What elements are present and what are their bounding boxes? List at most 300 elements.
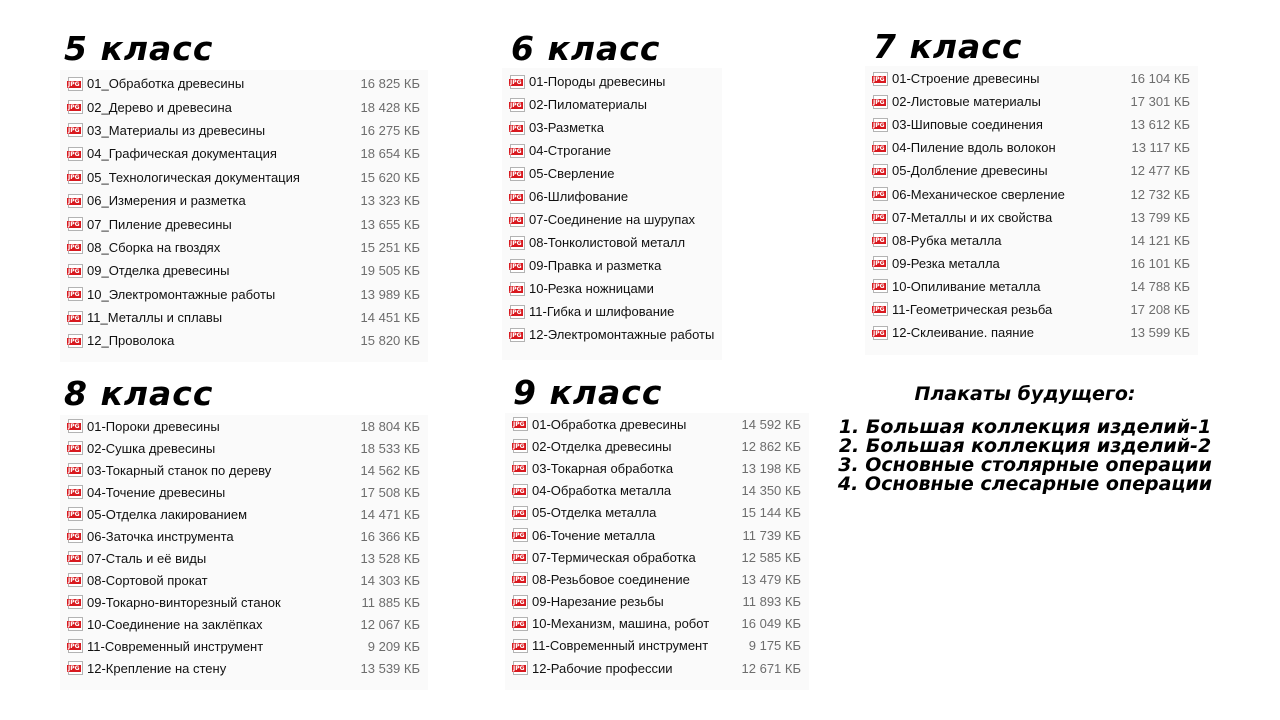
file-row[interactable] — [60, 119, 428, 142]
file-row[interactable] — [60, 259, 428, 282]
file-name: 02_Дерево и древесина — [87, 99, 232, 115]
file-row[interactable] — [505, 546, 809, 568]
jpg-file-icon-label: JPG — [513, 576, 525, 584]
jpg-file-icon — [68, 595, 83, 609]
jpg-file-icon — [510, 98, 525, 112]
file-size: 18 804 КБ — [360, 418, 420, 434]
file-row[interactable] — [60, 236, 428, 259]
jpg-file-icon — [68, 147, 83, 161]
jpg-file-icon — [510, 328, 525, 342]
file-name: 04-Пиление вдоль волокон — [892, 140, 1056, 156]
jpg-file-icon — [68, 194, 83, 208]
file-row[interactable] — [502, 70, 722, 93]
file-size: 16 104 КБ — [1130, 71, 1190, 87]
file-row[interactable] — [60, 95, 428, 118]
file-size: 18 654 КБ — [360, 146, 420, 162]
file-row[interactable] — [865, 321, 1198, 344]
file-name: 11_Металлы и сплавы — [87, 310, 223, 326]
jpg-file-icon — [510, 190, 525, 204]
jpg-file-icon-label: JPG — [873, 306, 885, 314]
file-row[interactable] — [865, 159, 1198, 182]
file-name: 12-Электромонтажные работы — [529, 327, 715, 342]
jpg-file-icon — [68, 617, 83, 631]
jpg-file-icon — [513, 484, 528, 498]
jpg-file-icon-label: JPG — [510, 239, 522, 247]
jpg-file-icon — [68, 240, 83, 254]
jpg-file-icon-label: JPG — [68, 665, 80, 672]
file-name: 09-Нарезание резьбы — [532, 594, 664, 610]
file-name: 06_Измерения и разметка — [87, 193, 246, 209]
jpg-file-icon-label: JPG — [68, 621, 80, 628]
jpg-file-icon — [873, 118, 888, 132]
file-row[interactable] — [60, 503, 428, 525]
jpg-file-icon — [873, 302, 888, 316]
heading-grade-7: 7 класс — [873, 27, 1023, 66]
jpg-file-icon-label: JPG — [68, 445, 80, 452]
jpg-file-icon-label: JPG — [68, 244, 80, 252]
file-name: 08-Тонколистовой металл — [529, 235, 686, 250]
file-name: 02-Пиломатериалы — [529, 97, 647, 112]
file-row[interactable] — [505, 435, 809, 457]
file-row[interactable] — [60, 437, 428, 459]
file-name: 03-Токарная обработка — [532, 460, 674, 476]
jpg-file-icon — [68, 485, 83, 499]
file-size: 15 820 КБ — [360, 333, 420, 349]
file-name: 01_Обработка древесины — [87, 76, 245, 92]
jpg-file-icon — [873, 210, 888, 224]
file-size: 11 885 КБ — [361, 594, 420, 610]
future-poster-item: 1. Большая коллекция изделий-1 — [838, 416, 1212, 438]
file-size: 18 533 КБ — [360, 440, 420, 456]
jpg-file-icon — [873, 256, 888, 270]
jpg-file-icon-label: JPG — [873, 75, 885, 83]
file-size: 17 208 КБ — [1130, 301, 1190, 317]
file-name: 02-Листовые материалы — [892, 94, 1041, 110]
jpg-file-icon-label: JPG — [513, 443, 525, 451]
jpg-file-icon — [510, 259, 525, 273]
file-row[interactable] — [502, 277, 722, 300]
file-row[interactable] — [502, 139, 722, 162]
file-row[interactable] — [60, 415, 428, 437]
file-row[interactable] — [505, 635, 809, 657]
file-name: 02-Сушка древесины — [87, 440, 216, 456]
file-row[interactable] — [60, 459, 428, 481]
jpg-file-icon — [68, 334, 83, 348]
file-size: 14 350 КБ — [741, 483, 801, 499]
file-name: 11-Гибка и шлифование — [529, 304, 675, 319]
jpg-file-icon — [68, 287, 83, 301]
file-row[interactable] — [502, 208, 722, 231]
jpg-file-icon — [513, 528, 528, 542]
file-name: 03-Токарный станок по дереву — [87, 462, 272, 478]
jpg-file-icon — [513, 461, 528, 475]
jpg-file-icon — [510, 144, 525, 158]
file-size: 13 655 КБ — [360, 216, 420, 232]
jpg-file-icon — [68, 264, 83, 278]
file-size: 17 301 КБ — [1130, 94, 1190, 110]
file-list-grade-7 — [865, 66, 1198, 355]
jpg-file-icon-label: JPG — [513, 598, 525, 606]
file-name: 09-Токарно-винторезный станок — [87, 594, 281, 610]
jpg-file-icon-label: JPG — [873, 260, 885, 268]
jpg-file-icon — [68, 419, 83, 433]
jpg-file-icon — [513, 639, 528, 653]
file-list-grade-6 — [502, 68, 722, 360]
jpg-file-icon — [510, 305, 525, 319]
file-size: 16 101 КБ — [1130, 255, 1190, 271]
file-name: 06-Шлифование — [529, 189, 629, 204]
file-name: 01-Породы древесины — [529, 74, 666, 89]
file-size: 14 471 КБ — [360, 506, 420, 522]
file-row[interactable] — [865, 298, 1198, 321]
jpg-file-icon — [513, 439, 528, 453]
file-size: 13 989 КБ — [360, 286, 420, 302]
file-size: 19 505 КБ — [360, 263, 420, 279]
file-list-grade-8 — [60, 415, 428, 690]
file-size: 14 592 КБ — [741, 416, 801, 432]
jpg-file-icon-label: JPG — [510, 308, 522, 316]
file-name: 09-Резка металла — [892, 255, 1000, 271]
jpg-file-icon-label: JPG — [513, 532, 525, 540]
file-row[interactable] — [60, 481, 428, 503]
file-name: 05_Технологическая документация — [87, 169, 300, 185]
jpg-file-icon — [873, 233, 888, 247]
jpg-file-icon — [513, 617, 528, 631]
file-row[interactable] — [60, 189, 428, 212]
jpg-file-icon — [510, 236, 525, 250]
file-size: 12 067 КБ — [360, 616, 420, 632]
file-name: 07-Сталь и её виды — [87, 550, 207, 566]
file-size: 12 585 КБ — [741, 549, 801, 565]
jpg-file-icon — [873, 95, 888, 109]
jpg-file-icon-label: JPG — [513, 465, 525, 473]
file-row[interactable] — [502, 231, 722, 254]
file-name: 08_Сборка на гвоздях — [87, 239, 221, 255]
file-row[interactable] — [505, 502, 809, 524]
file-name: 08-Рубка металла — [892, 232, 1002, 248]
jpg-file-icon-label: JPG — [68, 577, 80, 584]
file-size: 16 825 КБ — [360, 76, 420, 92]
file-row[interactable] — [502, 254, 722, 277]
jpg-file-icon — [513, 506, 528, 520]
jpg-file-icon — [873, 326, 888, 340]
file-name: 05-Долбление древесины — [892, 163, 1048, 179]
file-name: 07_Пиление древесины — [87, 216, 232, 232]
file-row[interactable] — [502, 93, 722, 116]
file-name: 11-Современный инструмент — [87, 638, 264, 654]
file-row[interactable] — [60, 283, 428, 306]
heading-grade-8: 8 класс — [64, 374, 214, 413]
jpg-file-icon-label: JPG — [873, 237, 885, 245]
file-size: 9 175 КБ — [748, 638, 801, 654]
jpg-file-icon-label: JPG — [68, 127, 80, 135]
jpg-file-icon — [510, 213, 525, 227]
jpg-file-icon — [510, 167, 525, 181]
jpg-file-icon — [873, 164, 888, 178]
jpg-file-icon — [68, 123, 83, 137]
future-poster-item: 3. Основные столярные операции — [838, 454, 1212, 476]
jpg-file-icon-label: JPG — [873, 214, 885, 222]
file-size: 18 428 КБ — [360, 99, 420, 115]
file-size: 12 732 КБ — [1130, 186, 1190, 202]
file-name: 07-Соединение на шурупах — [529, 212, 696, 227]
jpg-file-icon — [68, 661, 83, 675]
jpg-file-icon — [510, 121, 525, 135]
file-size: 13 117 КБ — [1131, 140, 1190, 156]
jpg-file-icon-label: JPG — [873, 191, 885, 199]
jpg-file-icon — [68, 170, 83, 184]
jpg-file-icon-label: JPG — [68, 267, 80, 275]
file-size: 15 251 КБ — [360, 239, 420, 255]
file-name: 06-Заточка инструмента — [87, 528, 234, 544]
file-name: 12-Склеивание. паяние — [892, 325, 1034, 341]
jpg-file-icon-label: JPG — [873, 283, 885, 291]
jpg-file-icon — [873, 72, 888, 86]
jpg-file-icon-label: JPG — [510, 124, 522, 132]
file-name: 03-Разметка — [529, 120, 604, 135]
file-size: 14 303 КБ — [360, 572, 420, 588]
file-name: 05-Отделка лакированием — [87, 506, 248, 522]
jpg-file-icon — [873, 141, 888, 155]
jpg-file-icon-label: JPG — [873, 329, 885, 337]
jpg-file-icon-label: JPG — [510, 331, 522, 339]
file-size: 14 121 КБ — [1130, 232, 1190, 248]
file-row[interactable] — [865, 252, 1198, 275]
jpg-file-icon-label: JPG — [68, 423, 80, 430]
file-row[interactable] — [865, 182, 1198, 205]
file-row[interactable] — [502, 116, 722, 139]
file-row[interactable] — [60, 547, 428, 569]
jpg-file-icon-label: JPG — [68, 337, 80, 345]
file-row[interactable] — [60, 613, 428, 635]
file-name: 01-Строение древесины — [892, 71, 1040, 87]
file-row[interactable] — [60, 142, 428, 165]
jpg-file-icon-label: JPG — [68, 643, 80, 650]
file-name: 07-Металлы и их свойства — [892, 209, 1053, 225]
future-poster-item: 4. Основные слесарные операции — [837, 473, 1213, 495]
file-name: 10-Механизм, машина, робот — [532, 616, 710, 632]
file-size: 11 893 КБ — [742, 594, 801, 610]
jpg-file-icon-label: JPG — [68, 467, 80, 474]
file-row[interactable] — [502, 323, 722, 346]
file-name: 05-Сверление — [529, 166, 615, 181]
jpg-file-icon — [68, 441, 83, 455]
jpg-file-icon — [513, 550, 528, 564]
jpg-file-icon-label: JPG — [510, 78, 522, 86]
file-size: 14 562 КБ — [360, 462, 420, 478]
file-name: 04_Графическая документация — [87, 146, 277, 162]
file-name: 07-Термическая обработка — [532, 549, 696, 565]
file-size: 13 528 КБ — [360, 550, 420, 566]
future-posters-title: Плакаты будущего: — [914, 383, 1136, 405]
heading-grade-9: 9 класс — [513, 373, 663, 412]
jpg-file-icon-label: JPG — [513, 665, 525, 673]
file-name: 11-Современный инструмент — [532, 638, 709, 654]
jpg-file-icon — [68, 217, 83, 231]
file-size: 13 612 КБ — [1130, 117, 1190, 133]
jpg-file-icon — [68, 311, 83, 325]
file-row[interactable] — [865, 229, 1198, 252]
jpg-file-icon — [513, 417, 528, 431]
file-size: 14 451 КБ — [360, 310, 420, 326]
file-row[interactable] — [505, 657, 809, 679]
jpg-file-icon-label: JPG — [510, 285, 522, 293]
jpg-file-icon — [68, 573, 83, 587]
file-size: 9 209 КБ — [367, 638, 420, 654]
file-row[interactable] — [60, 525, 428, 547]
jpg-file-icon-label: JPG — [510, 216, 522, 224]
file-name: 01-Обработка древесины — [532, 416, 687, 432]
file-row[interactable] — [60, 657, 428, 679]
jpg-file-icon-label: JPG — [873, 144, 885, 152]
jpg-file-icon-label: JPG — [510, 101, 522, 109]
jpg-file-icon-label: JPG — [873, 167, 885, 175]
file-size: 16 366 КБ — [360, 528, 420, 544]
heading-grade-6: 6 класс — [511, 29, 661, 68]
file-list-grade-5 — [60, 70, 428, 362]
jpg-file-icon — [68, 77, 83, 91]
jpg-file-icon — [513, 661, 528, 675]
file-row[interactable] — [60, 329, 428, 352]
file-name: 09_Отделка древесины — [87, 263, 230, 279]
file-name: 08-Резьбовое соединение — [532, 571, 690, 587]
file-size: 16 049 КБ — [741, 616, 801, 632]
jpg-file-icon-label: JPG — [68, 555, 80, 562]
file-row[interactable] — [60, 306, 428, 329]
jpg-file-icon — [68, 529, 83, 543]
file-name: 05-Отделка металла — [532, 505, 657, 521]
heading-grade-5: 5 класс — [64, 29, 214, 68]
file-name: 01-Пороки древесины — [87, 418, 220, 434]
file-row[interactable] — [60, 635, 428, 657]
file-row[interactable] — [865, 90, 1198, 113]
file-name: 10_Электромонтажные работы — [87, 286, 276, 302]
jpg-file-icon-label: JPG — [510, 170, 522, 178]
file-size: 12 671 КБ — [741, 660, 801, 676]
file-size: 13 539 КБ — [360, 660, 420, 676]
file-name: 04-Точение древесины — [87, 484, 226, 500]
file-name: 04-Обработка металла — [532, 483, 672, 499]
file-name: 12-Рабочие профессии — [532, 660, 673, 676]
jpg-file-icon-label: JPG — [68, 489, 80, 496]
file-name: 11-Геометрическая резьба — [892, 301, 1053, 317]
jpg-file-icon — [68, 639, 83, 653]
jpg-file-icon — [68, 507, 83, 521]
file-row[interactable] — [60, 166, 428, 189]
file-row[interactable] — [865, 113, 1198, 136]
file-name: 09-Правка и разметка — [529, 258, 662, 273]
jpg-file-icon-label: JPG — [68, 150, 80, 158]
file-name: 12-Крепление на стену — [87, 660, 227, 676]
file-row[interactable] — [60, 591, 428, 613]
file-size: 13 479 КБ — [741, 571, 801, 587]
file-size: 15 620 КБ — [360, 169, 420, 185]
file-row[interactable] — [865, 136, 1198, 159]
file-name: 10-Опиливание металла — [892, 278, 1041, 294]
file-size: 13 198 КБ — [741, 460, 801, 476]
jpg-file-icon-label: JPG — [873, 121, 885, 129]
file-name: 03-Шиповые соединения — [892, 117, 1043, 133]
future-poster-item: 2. Большая коллекция изделий-2 — [838, 435, 1212, 457]
file-name: 10-Резка ножницами — [529, 281, 654, 296]
file-name: 06-Механическое сверление — [892, 186, 1065, 202]
file-row[interactable] — [60, 569, 428, 591]
file-size: 11 739 КБ — [742, 527, 801, 543]
file-row[interactable] — [865, 275, 1198, 298]
file-row[interactable] — [502, 162, 722, 185]
jpg-file-icon-label: JPG — [513, 620, 525, 628]
jpg-file-icon — [68, 463, 83, 477]
file-name: 04-Строгание — [529, 143, 611, 158]
file-size: 13 599 КБ — [1130, 325, 1190, 341]
file-row[interactable] — [502, 300, 722, 323]
jpg-file-icon — [510, 75, 525, 89]
file-row[interactable] — [505, 457, 809, 479]
file-size: 13 799 КБ — [1130, 209, 1190, 225]
file-row[interactable] — [865, 206, 1198, 229]
jpg-file-icon-label: JPG — [510, 147, 522, 155]
file-name: 10-Соединение на заклёпках — [87, 616, 263, 632]
file-row[interactable] — [505, 613, 809, 635]
jpg-file-icon-label: JPG — [68, 80, 80, 88]
jpg-file-icon-label: JPG — [510, 193, 522, 201]
file-size: 17 508 КБ — [360, 484, 420, 500]
jpg-file-icon-label: JPG — [68, 511, 80, 518]
jpg-file-icon-label: JPG — [513, 509, 525, 517]
jpg-file-icon-label: JPG — [68, 221, 80, 229]
file-name: 08-Сортовой прокат — [87, 572, 208, 588]
future-posters — [825, 380, 1225, 494]
file-name: 06-Точение металла — [532, 527, 656, 543]
file-row[interactable] — [505, 591, 809, 613]
file-name: 02-Отделка древесины — [532, 438, 672, 454]
jpg-file-icon — [513, 572, 528, 586]
jpg-file-icon — [68, 551, 83, 565]
jpg-file-icon-label: JPG — [513, 487, 525, 495]
file-size: 16 275 КБ — [360, 122, 420, 138]
jpg-file-icon-label: JPG — [513, 554, 525, 562]
file-size: 13 323 КБ — [360, 193, 420, 209]
jpg-file-icon — [873, 187, 888, 201]
jpg-file-icon — [68, 100, 83, 114]
file-size: 12 862 КБ — [741, 438, 801, 454]
file-size: 14 788 КБ — [1130, 278, 1190, 294]
file-row[interactable] — [60, 72, 428, 95]
file-row[interactable] — [505, 413, 809, 435]
jpg-file-icon-label: JPG — [513, 642, 525, 650]
file-row[interactable] — [502, 185, 722, 208]
jpg-file-icon — [873, 279, 888, 293]
file-row[interactable] — [505, 524, 809, 546]
file-list-grade-9 — [505, 413, 809, 690]
jpg-file-icon-label: JPG — [68, 174, 80, 182]
jpg-file-icon-label: JPG — [68, 197, 80, 205]
jpg-file-icon — [510, 282, 525, 296]
jpg-file-icon-label: JPG — [873, 98, 885, 106]
jpg-file-icon — [513, 595, 528, 609]
jpg-file-icon-label: JPG — [68, 314, 80, 322]
file-name: 12_Проволока — [87, 333, 175, 349]
jpg-file-icon-label: JPG — [513, 421, 525, 429]
file-size: 15 144 КБ — [741, 505, 801, 521]
jpg-file-icon-label: JPG — [510, 262, 522, 270]
file-row[interactable] — [865, 67, 1198, 90]
jpg-file-icon-label: JPG — [68, 291, 80, 299]
file-size: 12 477 КБ — [1130, 163, 1190, 179]
file-row[interactable] — [505, 480, 809, 502]
file-row[interactable] — [60, 212, 428, 235]
file-row[interactable] — [505, 568, 809, 590]
